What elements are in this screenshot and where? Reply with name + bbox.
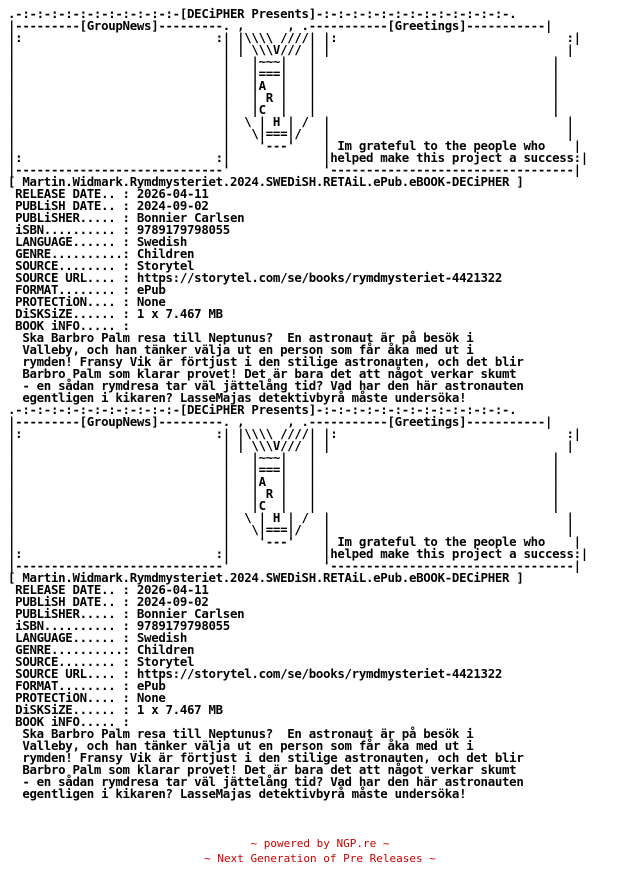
ascii-line: |-----------------------------' '----------------------------------| (8, 162, 581, 177)
ascii-line: | | \|===|/ | | (8, 126, 574, 141)
info-book-info: BOOK iNFO..... : (8, 714, 130, 729)
book-description-line: rymden! Fransy Vik är förtjust i den stilige astronauten, och det blir (8, 750, 524, 765)
info-disksize: DiSKSiZE...... : 1 x 7.467 MB (8, 702, 223, 717)
book-description-line: egentligen i kikaren? LasseMajas detektivbyrå måste undersöka! (8, 786, 467, 801)
info-source-url: SOURCE URL.... : https://storytel.com/se/books/rymdmysteriet-4421322 (8, 270, 503, 285)
info-book-info: BOOK iNFO..... : (8, 318, 130, 333)
info-isbn: iSBN.......... : 9789179798055 (8, 618, 230, 633)
info-genre: GENRE..........: Children (8, 246, 195, 261)
ascii-line: |---------[GroupNews]---------. , , .-----------[Greetings]-----------| (8, 414, 553, 429)
book-description-line: - en sådan rymdresa tar väl jättelång tid? Vad har den här astronauten (8, 774, 524, 789)
ascii-line: |-----------------------------' '----------------------------------| (8, 558, 581, 573)
info-publisher: PUBLiSHER..... : Bonnier Carlsen (8, 210, 245, 225)
powered-by-text: ~ powered by NGP.re ~ (250, 837, 390, 850)
ascii-line: | | | R | | | (8, 486, 560, 501)
book-description-line: Ska Barbro Palm resa till Neptunus? En astronaut är på besök i (8, 726, 474, 741)
nfo-content (8, 8, 588, 800)
footer (0, 836, 640, 866)
ascii-line: |: :| |\\\\ ////| |: :| (8, 426, 581, 441)
ascii-line: | | |~~~| | | (8, 450, 560, 465)
header-line: .-:-:-:-:-:-:-:-:-:-:-:-[DECiPHER Presents]-:-:-:-:-:-:-:-:-:-:-:-:-:-. (8, 402, 517, 417)
info-publish-date: PUBLiSH DATE.. : 2024-09-02 (8, 198, 209, 213)
ascii-line: | | |A | | | (8, 78, 560, 93)
info-genre: GENRE..........: Children (8, 642, 195, 657)
ascii-line: | | |A | | | (8, 474, 560, 489)
info-language: LANGUAGE...... : Swedish (8, 630, 187, 645)
ascii-line: | | |===| | | (8, 66, 560, 81)
info-source: SOURCE........ : Storytel (8, 258, 195, 273)
greetings-line: |: :| |helped make this project a success:| (8, 546, 588, 561)
info-protection: PROTECTiON.... : None (8, 690, 166, 705)
nfo-block-b (8, 404, 588, 800)
ascii-line: | | \ | H | / | | (8, 114, 574, 129)
release-name: [ Martin.Widmark.Rymdmysteriet.2024.SWEDiSH.RETAiL.ePub.eBOOK-DECiPHER ] (8, 174, 524, 189)
ascii-line: | | \ | H | / | | (8, 510, 574, 525)
book-description-line: Barbro Palm som klarar provet! Det är bara det att något verkar skumt (8, 366, 517, 381)
info-format: FORMAT........ : ePub (8, 282, 166, 297)
book-description-line: - en sådan rymdresa tar väl jättelång tid? Vad har den här astronauten (8, 378, 524, 393)
book-description-line: egentligen i kikaren? LasseMajas detektivbyrå måste undersöka! (8, 390, 467, 405)
header-line: .-:-:-:-:-:-:-:-:-:-:-:-[DECiPHER Presents]-:-:-:-:-:-:-:-:-:-:-:-:-:-. (8, 6, 517, 21)
ascii-line: |---------[GroupNews]---------. , , .-----------[Greetings]-----------| (8, 18, 553, 33)
info-source-url: SOURCE URL.... : https://storytel.com/se/books/rymdmysteriet-4421322 (8, 666, 503, 681)
ascii-line: | | |===| | | (8, 462, 560, 477)
info-format: FORMAT........ : ePub (8, 678, 166, 693)
book-description-line: Ska Barbro Palm resa till Neptunus? En astronaut är på besök i (8, 330, 474, 345)
info-release-date: RELEASE DATE.. : 2026-04-11 (8, 582, 209, 597)
book-description-line: rymden! Fransy Vik är förtjust i den stilige astronauten, och det blir (8, 354, 524, 369)
info-disksize: DiSKSiZE...... : 1 x 7.467 MB (8, 306, 223, 321)
info-publisher: PUBLiSHER..... : Bonnier Carlsen (8, 606, 245, 621)
ascii-line: | | |~~~| | | (8, 54, 560, 69)
info-isbn: iSBN.......... : 9789179798055 (8, 222, 230, 237)
ascii-line: | | | \\\V/// | | | (8, 42, 574, 57)
ascii-line: | | |C | | | (8, 498, 560, 513)
info-language: LANGUAGE...... : Swedish (8, 234, 187, 249)
ascii-line: | | | R | | | (8, 90, 560, 105)
greetings-line: | | '---' | Im grateful to the people who | (8, 534, 581, 549)
info-publish-date: PUBLiSH DATE.. : 2024-09-02 (8, 594, 209, 609)
info-protection: PROTECTiON.... : None (8, 294, 166, 309)
ascii-line: | | | \\\V/// | | | (8, 438, 574, 453)
ascii-line: | | |C | | | (8, 102, 560, 117)
book-description-line: Barbro Palm som klarar provet! Det är bara det att något verkar skumt (8, 762, 517, 777)
book-description-line: Valleby, och han tänker välja ut en person som får åka med ut i (8, 738, 474, 753)
book-description-line: Valleby, och han tänker välja ut en person som får åka med ut i (8, 342, 474, 357)
tagline-text: ~ Next Generation of Pre Releases ~ (204, 852, 436, 865)
ascii-line: |: :| |\\\\ ////| |: :| (8, 30, 581, 45)
ascii-line: | | \|===|/ | | (8, 522, 574, 537)
nfo-block-a (8, 8, 588, 404)
release-name: [ Martin.Widmark.Rymdmysteriet.2024.SWEDiSH.RETAiL.ePub.eBOOK-DECiPHER ] (8, 570, 524, 585)
greetings-line: |: :| |helped make this project a success:| (8, 150, 588, 165)
greetings-line: | | '---' | Im grateful to the people who | (8, 138, 581, 153)
info-source: SOURCE........ : Storytel (8, 654, 195, 669)
info-release-date: RELEASE DATE.. : 2026-04-11 (8, 186, 209, 201)
